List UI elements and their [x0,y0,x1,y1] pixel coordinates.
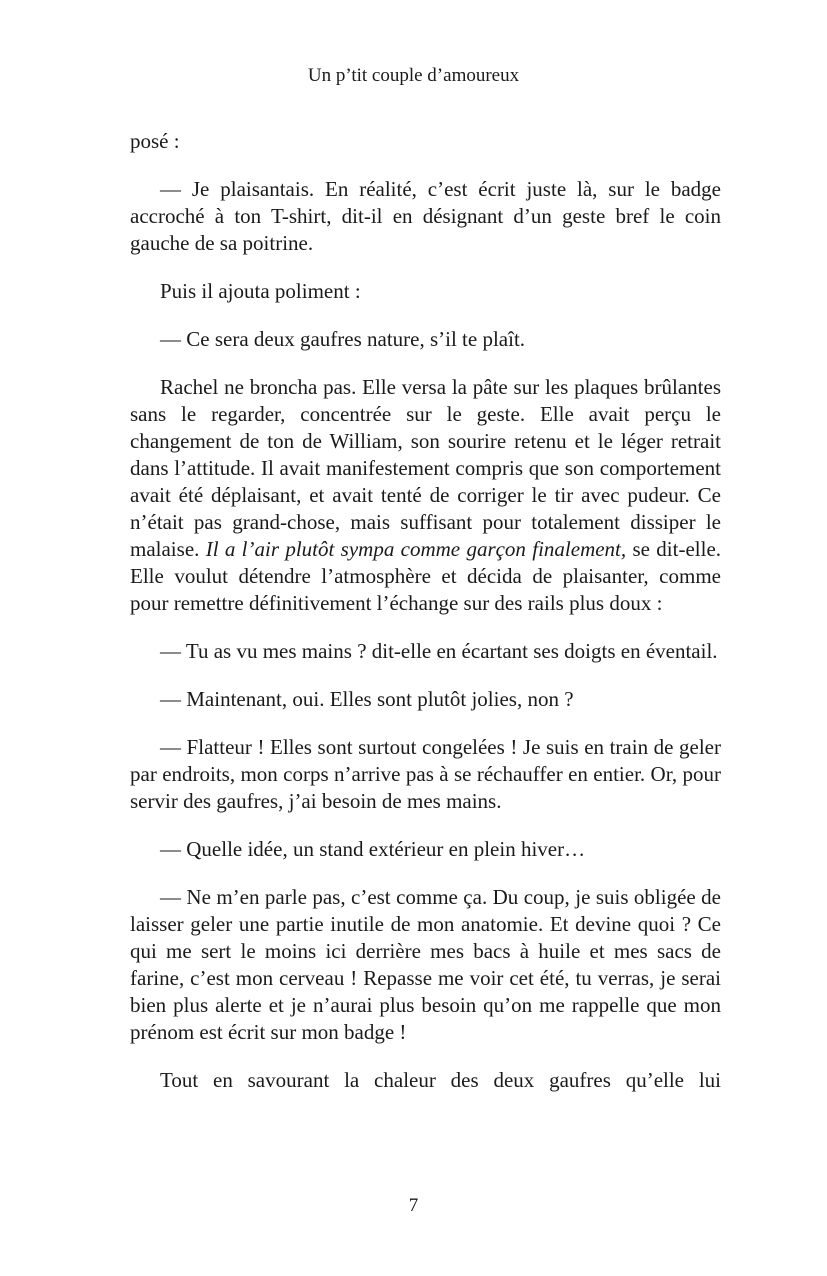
paragraph: posé : [130,129,180,153]
paragraph: — Je plaisantais. En réalité, c’est écrit juste là, sur le badge accroché à ton T-shirt, dit-il en désignant d’un geste bref le coin gauche de sa poitrine. [130,177,721,255]
page-number: 7 [408,1195,419,1216]
paragraph: — Quelle idée, un stand extérieur en plein hiver… [160,837,586,861]
paragraph-text: se dit-elle. Elle voulut détendre l’atmosphère et décida de plaisanter, comme pour remettre définitivement l’échange sur des rails plus doux : [130,537,722,615]
italic-thought: Il a l’air plutôt sympa comme garçon finalement, [205,537,627,561]
paragraph: — Tu as vu mes mains ? dit-elle en écartant ses doigts en éventail. [160,639,718,663]
paragraph [130,374,721,617]
running-title: Un p’tit couple d’amoureux [307,65,520,86]
paragraph: Tout en savourant la chaleur des deux gaufres qu’elle lui [160,1068,721,1092]
paragraph-text: Rachel ne broncha pas. Elle versa la pâte sur les plaques brûlantes sans le regarder, concentrée sur le geste. Elle avait perçu le changement de ton de William, son sourire retenu et le léger retrait dans l’attitude. Il avait manifestement compris que son comportement avait été déplaisant, et avait tenté de corriger le tir avec pudeur. Ce n’était pas grand-chose, mais suffisant pour totalement dissiper le malaise. [130,375,721,561]
paragraph: Puis il ajouta poliment : [160,279,361,303]
paragraph: — Ce sera deux gaufres nature, s’il te plaît. [160,327,526,351]
paragraph: — Ne m’en parle pas, c’est comme ça. Du coup, je suis obligée de laisser geler une partie inutile de mon anatomie. Et devine quoi ? Ce qui me sert le moins ici derrière mes bacs à huile et mes sacs de farine, c’est mon cerveau ! Repasse me voir cet été, tu verras, je serai bien plus alerte et je n’aurai plus besoin qu’on me rappelle que mon prénom est écrit sur mon badge ! [130,885,721,1044]
paragraph: — Flatteur ! Elles sont surtout congelées ! Je suis en train de geler par endroits, mon corps n’arrive pas à se réchauffer en entier. Or, pour servir des gaufres, j’ai besoin de mes mains. [130,735,721,813]
body-text [130,128,721,1094]
paragraph: — Maintenant, oui. Elles sont plutôt jolies, non ? [160,687,574,711]
